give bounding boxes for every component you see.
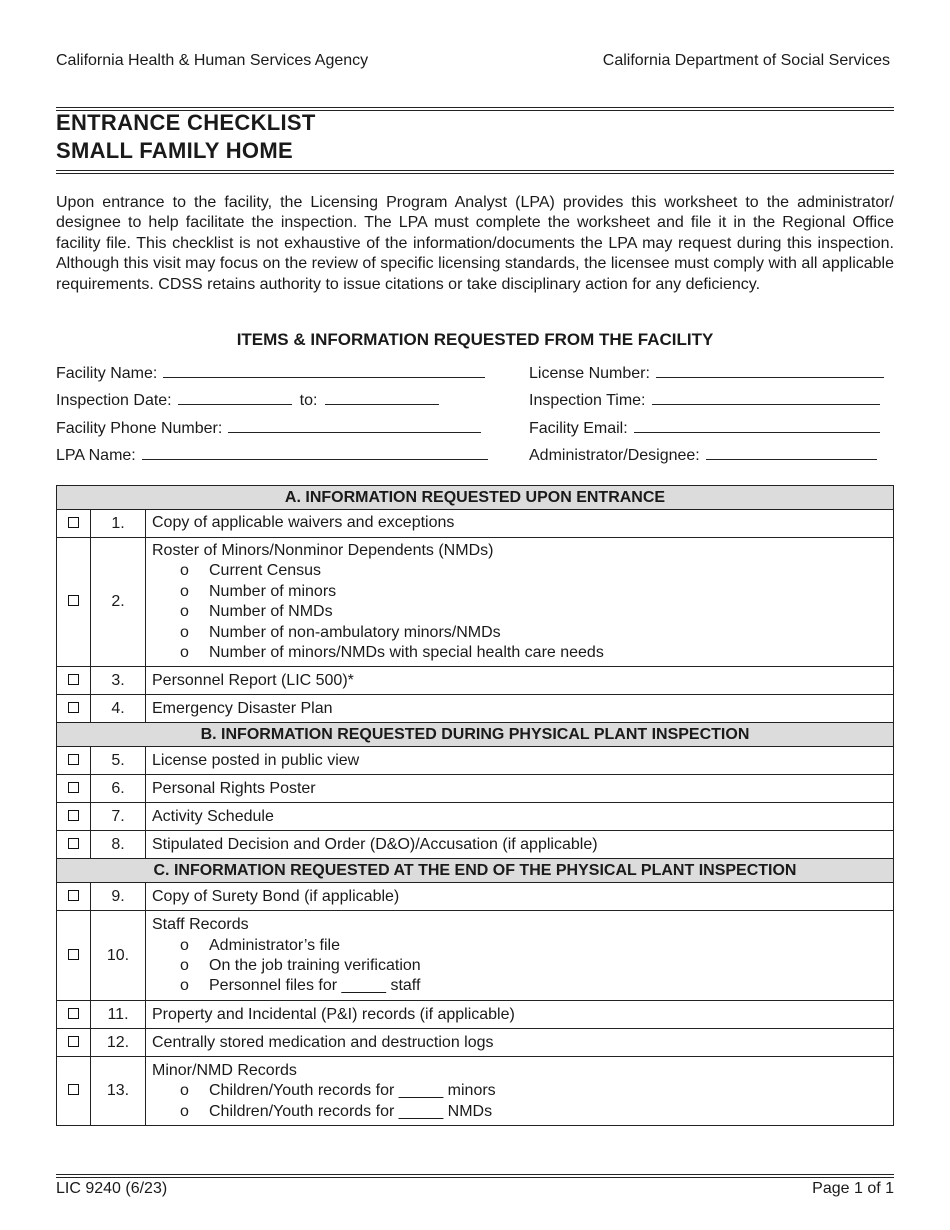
checkbox-cell[interactable] xyxy=(57,1001,91,1029)
checklist-row xyxy=(57,1057,894,1126)
item-text: Copy of applicable waivers and exceptions xyxy=(146,510,894,538)
facility-phone-field[interactable] xyxy=(56,418,481,438)
checkbox-11[interactable] xyxy=(68,1008,79,1019)
item-text: Personnel Report (LIC 500)* xyxy=(146,667,894,695)
item-text: License posted in public view xyxy=(146,747,894,775)
item-number: 6. xyxy=(91,775,146,803)
item-number: 9. xyxy=(91,883,146,911)
bullet-icon: o xyxy=(180,623,189,641)
checkbox-7[interactable] xyxy=(68,810,79,821)
inspection-date-from-line[interactable] xyxy=(178,390,292,405)
checkbox-cell[interactable] xyxy=(57,831,91,859)
section-b-header xyxy=(57,723,894,747)
checkbox-cell[interactable] xyxy=(57,695,91,723)
sub-item-text: Number of NMDs xyxy=(209,603,333,621)
item-text: Property and Incidental (P&I) records (if applicable) xyxy=(146,1001,894,1029)
lpa-name-line[interactable] xyxy=(142,445,488,460)
license-number-field[interactable] xyxy=(529,363,884,383)
item-cell xyxy=(146,538,894,667)
sub-item-text: Children/Youth records for _____ minors xyxy=(209,1082,496,1100)
checkbox-2[interactable] xyxy=(68,595,79,606)
department-name: California Department of Social Services xyxy=(602,52,890,69)
page-number: Page 1 of 1 xyxy=(812,1180,894,1197)
form-title: ENTRANCE CHECKLIST xyxy=(56,110,316,135)
checklist-row xyxy=(57,883,894,911)
sub-item xyxy=(152,936,887,956)
item-text: Personal Rights Poster xyxy=(146,775,894,803)
sub-item xyxy=(152,623,887,643)
item-text: Minor/NMD Records xyxy=(152,1061,297,1079)
facility-email-label: Facility Email: xyxy=(529,420,628,437)
bullet-icon: o xyxy=(180,644,189,662)
checkbox-6[interactable] xyxy=(68,782,79,793)
item-text: Emergency Disaster Plan xyxy=(146,695,894,723)
sub-item-text: Children/Youth records for _____ NMDs xyxy=(209,1102,493,1120)
sub-item xyxy=(152,1102,887,1122)
item-text: Copy of Surety Bond (if applicable) xyxy=(146,883,894,911)
checkbox-cell[interactable] xyxy=(57,1057,91,1126)
item-text: Centrally stored medication and destruction logs xyxy=(146,1029,894,1057)
items-heading: ITEMS & INFORMATION REQUESTED FROM THE FACILITY xyxy=(236,330,714,349)
checkbox-3[interactable] xyxy=(68,674,79,685)
item-number: 3. xyxy=(91,667,146,695)
sub-item-text: Personnel files for _____ staff xyxy=(209,977,421,995)
administrator-field[interactable] xyxy=(529,445,877,465)
checklist-row xyxy=(57,747,894,775)
facility-email-line[interactable] xyxy=(634,418,880,433)
checklist-row xyxy=(57,831,894,859)
item-number: 10. xyxy=(91,911,146,1001)
checklist-row xyxy=(57,1029,894,1057)
checkbox-1[interactable] xyxy=(68,517,79,528)
inspection-time-field[interactable] xyxy=(529,390,880,410)
item-text: Activity Schedule xyxy=(146,803,894,831)
facility-phone-label: Facility Phone Number: xyxy=(56,420,223,437)
inspection-date-to-line[interactable] xyxy=(325,390,439,405)
sub-item xyxy=(152,976,887,996)
sub-item-text: Administrator’s file xyxy=(209,936,341,954)
sub-item xyxy=(152,956,887,976)
item-cell xyxy=(146,911,894,1001)
administrator-label: Administrator/Designee: xyxy=(529,447,700,464)
item-number: 11. xyxy=(91,1001,146,1029)
checkbox-cell[interactable] xyxy=(57,1029,91,1057)
checkbox-cell[interactable] xyxy=(57,538,91,667)
checkbox-cell[interactable] xyxy=(57,667,91,695)
checkbox-cell[interactable] xyxy=(57,510,91,538)
section-a-header xyxy=(57,486,894,510)
checklist-row xyxy=(57,510,894,538)
agency-name: California Health & Human Services Agency xyxy=(56,52,369,69)
checklist-row xyxy=(57,775,894,803)
checkbox-cell[interactable] xyxy=(57,747,91,775)
sub-item xyxy=(152,582,887,602)
bullet-icon: o xyxy=(180,562,189,580)
inspection-time-line[interactable] xyxy=(652,390,880,405)
checkbox-13[interactable] xyxy=(68,1084,79,1095)
checkbox-10[interactable] xyxy=(68,949,79,960)
item-number: 1. xyxy=(91,510,146,538)
item-cell xyxy=(146,1057,894,1126)
item-number: 2. xyxy=(91,538,146,667)
lpa-name-field[interactable] xyxy=(56,445,488,465)
lpa-name-label: LPA Name: xyxy=(56,447,136,464)
sub-item xyxy=(152,602,887,622)
item-number: 8. xyxy=(91,831,146,859)
title-bottom-rule xyxy=(56,170,894,174)
section-a-title: A. INFORMATION REQUESTED UPON ENTRANCE xyxy=(57,486,894,510)
sub-item xyxy=(152,1081,887,1101)
to-label: to: xyxy=(299,392,318,409)
item-text: Staff Records xyxy=(152,916,249,934)
sub-item-text: Number of minors xyxy=(209,582,337,600)
inspection-time-label: Inspection Time: xyxy=(529,392,646,409)
administrator-line[interactable] xyxy=(706,445,877,460)
inspection-date-field[interactable] xyxy=(56,390,439,410)
item-text: Roster of Minors/Nonminor Dependents (NMDs) xyxy=(152,542,494,559)
checkbox-8[interactable] xyxy=(68,838,79,849)
sub-item xyxy=(152,643,887,663)
checkbox-12[interactable] xyxy=(68,1036,79,1047)
bullet-icon: o xyxy=(180,582,189,600)
license-number-label: License Number: xyxy=(529,365,650,382)
facility-phone-line[interactable] xyxy=(228,418,481,433)
form-subtitle: SMALL FAMILY HOME xyxy=(56,138,293,163)
facility-name-field[interactable] xyxy=(56,363,485,383)
bullet-icon: o xyxy=(180,603,189,621)
checklist-row xyxy=(57,695,894,723)
sub-item-text: Number of non-ambulatory minors/NMDs xyxy=(209,623,501,641)
section-c-header xyxy=(57,859,894,883)
facility-name-label: Facility Name: xyxy=(56,365,158,382)
checkbox-cell[interactable] xyxy=(57,883,91,911)
checklist-row xyxy=(57,1001,894,1029)
sub-item-text: Number of minors/NMDs with special health care needs xyxy=(209,644,604,662)
license-number-line[interactable] xyxy=(656,363,884,378)
checkbox-9[interactable] xyxy=(68,890,79,901)
checklist-row xyxy=(57,667,894,695)
checkbox-cell[interactable] xyxy=(57,803,91,831)
item-number: 12. xyxy=(91,1029,146,1057)
checkbox-4[interactable] xyxy=(68,702,79,713)
sub-item-text: On the job training verification xyxy=(209,956,421,974)
sub-item-text: Current Census xyxy=(209,562,322,580)
checklist-row xyxy=(57,911,894,1001)
checkbox-5[interactable] xyxy=(68,754,79,765)
section-c-title: C. INFORMATION REQUESTED AT THE END OF THE PHYSICAL PLANT INSPECTION xyxy=(57,859,894,883)
inspection-date-label: Inspection Date: xyxy=(56,392,172,409)
bullet-icon: o xyxy=(180,1102,189,1120)
checkbox-cell[interactable] xyxy=(57,775,91,803)
item-number: 4. xyxy=(91,695,146,723)
bullet-icon: o xyxy=(180,956,189,974)
bullet-icon: o xyxy=(180,1082,189,1100)
facility-name-line[interactable] xyxy=(163,363,485,378)
section-b-title: B. INFORMATION REQUESTED DURING PHYSICAL PLANT INSPECTION xyxy=(57,723,894,747)
item-number: 5. xyxy=(91,747,146,775)
bullet-icon: o xyxy=(180,936,189,954)
checklist-table xyxy=(56,485,894,1126)
intro-paragraph: Upon entrance to the facility, the Licensing Program Analyst (LPA) provides this worksheet to the administrator/ designee to help facilitate the inspection. The LPA must complete the worksheet and file it in the Regional Office facility file. This checklist is not exhaustive of the information/documents the LPA may request during this inspection. Although this visit may focus on the review of specific licensing standards, the licensee must comply with all applicable requirements. CDSS retains authority to issue citations or take disciplinary action for any deficiency. xyxy=(56,194,894,293)
checklist-row xyxy=(57,538,894,667)
item-number: 13. xyxy=(91,1057,146,1126)
checkbox-cell[interactable] xyxy=(57,911,91,1001)
sub-item xyxy=(152,561,887,581)
facility-email-field[interactable] xyxy=(529,418,880,438)
bullet-icon: o xyxy=(180,977,189,995)
footer-rule xyxy=(56,1174,894,1178)
item-text: Stipulated Decision and Order (D&O)/Accusation (if applicable) xyxy=(146,831,894,859)
item-number: 7. xyxy=(91,803,146,831)
form-number: LIC 9240 (6/23) xyxy=(56,1180,168,1197)
checklist-row xyxy=(57,803,894,831)
